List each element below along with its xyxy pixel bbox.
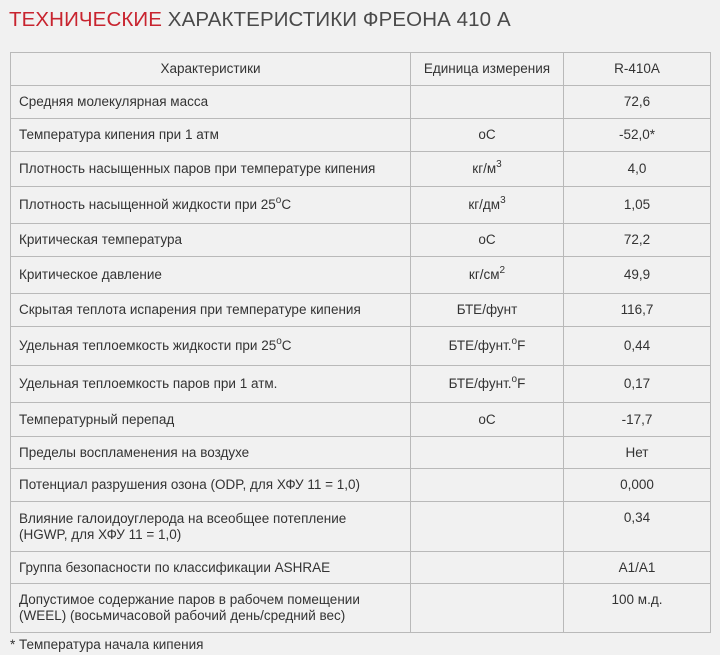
row-unit (411, 502, 564, 552)
row-unit (411, 257, 564, 294)
page-title (9, 8, 511, 32)
specs-table (10, 52, 711, 633)
row-label: Пределы воспламенения на воздухе (11, 437, 411, 469)
table-row (11, 469, 711, 502)
table-row (11, 584, 711, 633)
table-row (11, 224, 711, 257)
footnote: * Температура начала кипения (10, 637, 204, 652)
row-value: 49,9 (564, 257, 711, 294)
header-r410a: R-410A (564, 53, 711, 86)
header-unit: Единица измерения (411, 53, 564, 86)
row-label: Критическое давление (11, 257, 411, 294)
table-row (11, 366, 711, 403)
table-row (11, 257, 711, 294)
unit-superscript: о (511, 374, 518, 385)
label-superscript: о (276, 336, 282, 347)
label-line-1: Допустимое содержание паров в рабочем помещении (19, 592, 360, 607)
unit-superscript: 2 (499, 265, 506, 276)
row-label: Температурный перепад (11, 403, 411, 437)
table-row (11, 152, 711, 187)
table-row (11, 437, 711, 469)
row-unit (411, 469, 564, 502)
unit-superscript: 3 (496, 159, 502, 170)
row-unit (411, 152, 564, 187)
unit-tail: F (517, 338, 526, 353)
unit-text: кг/м (472, 161, 497, 176)
table-row (11, 86, 711, 119)
row-unit: оС (411, 224, 564, 257)
row-value: 1,05 (564, 187, 711, 224)
table-row (11, 403, 711, 437)
row-unit (411, 584, 564, 633)
row-label (11, 187, 411, 224)
label-text: Удельная теплоемкость жидкости при 25 (19, 338, 277, 353)
row-label: Плотность насыщенных паров при температуре кипения (11, 152, 411, 187)
title-rest: ХАРАКТЕРИСТИКИ ФРЕОНА 410 А (162, 8, 511, 31)
row-label: Группа безопасности по классификации ASHRAE (11, 552, 411, 584)
title-accent: ТЕХНИЧЕСКИЕ (9, 8, 162, 31)
row-value: -17,7 (564, 403, 711, 437)
unit-superscript: о (511, 336, 518, 347)
row-label: Потенциал разрушения озона (ODP, для ХФУ 11 = 1,0) (11, 469, 411, 502)
row-value: 0,44 (564, 327, 711, 366)
row-value: -52,0* (564, 119, 711, 152)
row-value: 0,34 (564, 502, 711, 552)
row-label: Скрытая теплота испарения при температуре кипения (11, 294, 411, 327)
row-value: 72,6 (564, 86, 711, 119)
row-value: Нет (564, 437, 711, 469)
row-value: 100 м.д. (564, 584, 711, 633)
unit-text: кг/дм (468, 197, 501, 212)
label-tail: С (281, 338, 292, 353)
row-unit (411, 187, 564, 224)
table-row (11, 552, 711, 584)
row-label (11, 502, 411, 552)
label-text: Плотность насыщенной жидкости при 25 (19, 197, 276, 212)
table-row (11, 294, 711, 327)
table-row (11, 502, 711, 552)
row-unit (411, 366, 564, 403)
row-unit: оС (411, 403, 564, 437)
label-line-2: (WEEL) (восьмичасовой рабочий день/средний вес) (19, 608, 346, 623)
label-line-1: Влияние галоидоуглерода на всеобщее потепление (19, 510, 347, 526)
row-label (11, 327, 411, 366)
unit-text: БТЕ/фунт. (448, 338, 512, 353)
row-label: Средняя молекулярная масса (11, 86, 411, 119)
unit-tail: F (517, 376, 526, 391)
row-unit: оС (411, 119, 564, 152)
row-unit (411, 327, 564, 366)
row-value: 72,2 (564, 224, 711, 257)
table-header-row (11, 53, 711, 86)
table-row (11, 119, 711, 152)
row-label (11, 584, 411, 633)
row-unit (411, 437, 564, 469)
row-value: 4,0 (564, 152, 711, 187)
row-label: Температура кипения при 1 атм (11, 119, 411, 152)
row-unit (411, 552, 564, 584)
row-value: 116,7 (564, 294, 711, 327)
label-tail: С (281, 197, 292, 212)
row-value: А1/А1 (564, 552, 711, 584)
label-line-2: (HGWP, для ХФУ 11 = 1,0) (19, 526, 182, 542)
row-value: 0,000 (564, 469, 711, 502)
table-row (11, 187, 711, 224)
row-value: 0,17 (564, 366, 711, 403)
row-unit (411, 86, 564, 119)
row-unit: БТЕ/фунт (411, 294, 564, 327)
unit-superscript: 3 (500, 195, 506, 206)
row-label: Удельная теплоемкость паров при 1 атм. (11, 366, 411, 403)
row-label: Критическая температура (11, 224, 411, 257)
header-characteristics: Характеристики (11, 53, 411, 86)
unit-text: БТЕ/фунт. (448, 376, 512, 391)
unit-text: кг/см (468, 267, 500, 282)
label-superscript: о (275, 195, 282, 206)
table-row (11, 327, 711, 366)
